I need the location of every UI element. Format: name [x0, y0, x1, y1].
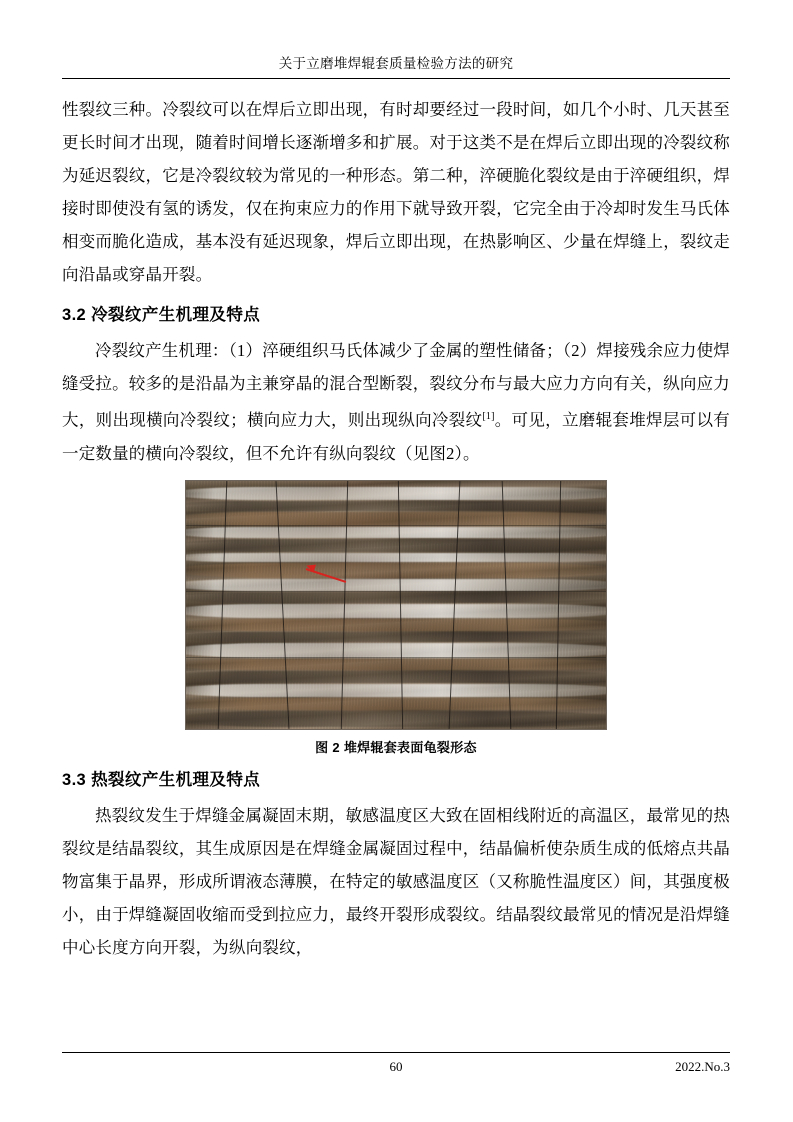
- paragraph-cold-crack-mechanism-text-b: 。可见，立磨辊套堆焊层可以有一定数量的横向冷裂纹，但不允许有纵向裂纹（见图2）。: [62, 410, 730, 463]
- header-rule: [62, 78, 730, 79]
- heading-3-2: 3.2 冷裂纹产生机理及特点: [62, 306, 261, 324]
- figure-2-caption: 图 2 堆焊辊套表面龟裂形态: [315, 739, 477, 755]
- heading-3-3: 3.3 热裂纹产生机理及特点: [62, 770, 261, 789]
- running-head: 关于立磨堆焊辊套质量检验方法的研究: [278, 56, 514, 71]
- photo-grain-overlay: [186, 481, 606, 729]
- page-content: [62, 52, 730, 964]
- paragraph-cold-crack-mechanism: [62, 334, 730, 470]
- footer-rule: [62, 1052, 730, 1053]
- issue-label: 2022.No.3: [675, 1059, 730, 1074]
- paragraph-hot-crack-mechanism: 热裂纹发生于焊缝金属凝固末期，敏感温度区大致在固相线附近的高温区，最常见的热裂纹是结晶裂纹，其生成原因是在焊缝金属凝固过程中，结晶偏析使杂质生成的低熔点共晶物富集于晶界，形成所谓液态薄膜，在特定的敏感温度区（又称脆性温度区）间，其强度极小，由于焊缝凝固收缩而受到拉应力，最终开裂形成裂纹。结晶裂纹最常见的情况是沿焊缝中心长度方向开裂，为纵向裂纹，: [62, 805, 730, 957]
- page-number: 60: [389, 1059, 403, 1074]
- page-footer: [62, 1052, 730, 1079]
- citation-ref-1: [1]: [482, 411, 495, 422]
- weld-overlay-surface-crack-photo: [185, 480, 607, 730]
- figure-2-block: [62, 480, 730, 756]
- paragraph-cold-crack-mechanism-text-a: 冷裂纹产生机理：（1）淬硬组织马氏体减少了金属的塑性储备；（2）焊接残余应力使焊缝受拉。较多的是沿晶为主兼穿晶的混合型断裂，裂纹分布与最大应力方向有关，纵向应力大，则出现横向冷裂纹；横向应力大，则出现纵向冷裂纹: [62, 341, 730, 430]
- paragraph-cold-crack-types: 性裂纹三种。冷裂纹可以在焊后立即出现，有时却要经过一段时间，如几个小时、几天甚至更长时间才出现，随着时间增长逐渐增多和扩展。对于这类不是在焊后立即出现的冷裂纹称为延迟裂纹，它是冷裂纹较为常见的一种形态。第二种，淬硬脆化裂纹是由于淬硬组织，焊接时即使没有氢的诱发，仅在拘束应力的作用下就导致开裂，它完全由于冷却时发生马氏体相变而脆化造成，基本没有延迟现象，焊后立即出现，在热影响区、少量在焊缝上，裂纹走向沿晶或穿晶开裂。: [62, 100, 730, 284]
